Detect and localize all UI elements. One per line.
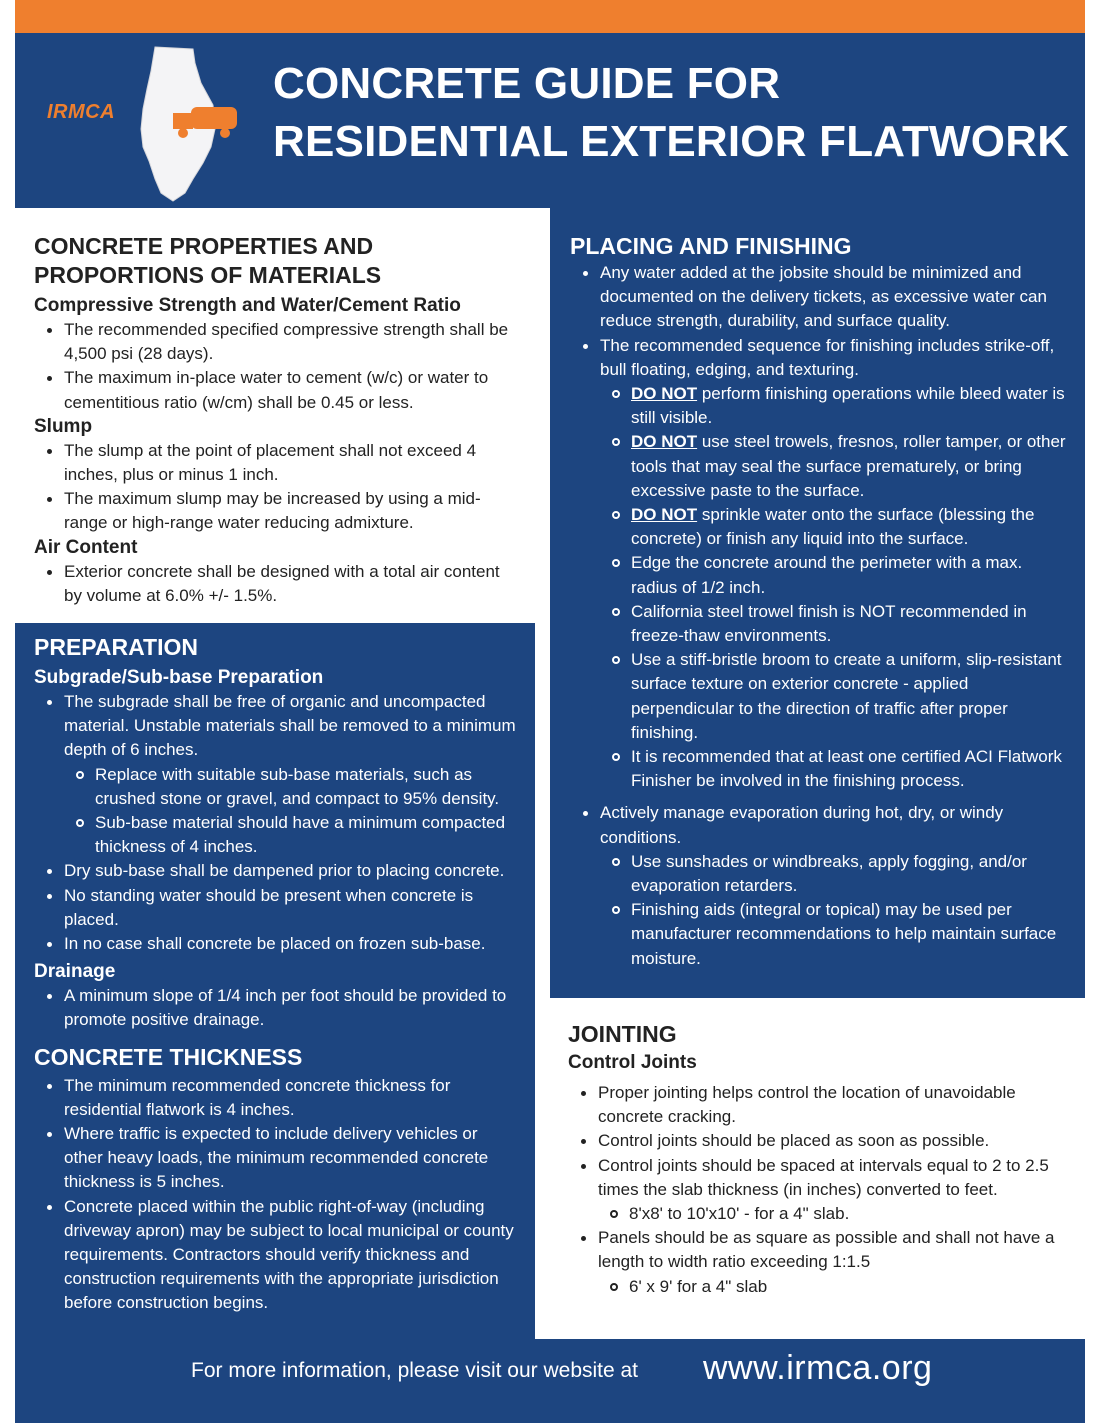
list-item: The minimum recommended concrete thickness for residential flatwork is 4 inches. — [34, 1074, 521, 1122]
do-not-label: DO NOT — [631, 505, 698, 525]
list-item: The maximum slump may be increased by using a mid-range or high-range water reducing admixture. — [34, 487, 521, 535]
list-item: The slump at the point of placement shall not exceed 4 inches, plus or minus 1 inch. — [34, 439, 521, 487]
placing-list — [570, 261, 1069, 971]
list-item: No standing water should be present when concrete is placed. — [34, 884, 521, 932]
slump-list — [34, 439, 521, 536]
footer-text: For more information, please visit our website at — [191, 1359, 639, 1382]
preparation-heading: PREPARATION — [34, 634, 198, 660]
do-not-label: DO NOT — [631, 432, 698, 452]
list-item: Proper jointing helps control the location of unavoidable concrete cracking. — [568, 1081, 1069, 1129]
sub-list-item: California steel trowel finish is NOT recommended in freeze-thaw environments. — [570, 600, 1069, 648]
do-not-label: DO NOT — [631, 384, 698, 404]
list-item: The recommended specified compressive strength shall be 4,500 psi (28 days). — [34, 318, 521, 366]
list-item: Where traffic is expected to include delivery vehicles or other heavy loads, the minimum recommended concrete thickness is 5 inches. — [34, 1122, 521, 1195]
placing-finishing-section — [550, 208, 1085, 998]
sub-list-item: 6' x 9' for a 4" slab — [568, 1275, 1069, 1299]
sub-list-item: Finishing aids (integral or topical) may be used per manufacturer recommendations to help maintain surface moisture. — [570, 898, 1069, 971]
jointing-section — [550, 998, 1085, 1339]
jointing-heading: JOINTING — [568, 1021, 677, 1047]
sub-list-item: DO NOT sprinkle water onto the surface (blessing the concrete) or finish any liquid into the surface. — [570, 503, 1069, 551]
strength-heading: Compressive Strength and Water/Cement Ratio — [34, 295, 461, 316]
air-heading: Air Content — [34, 536, 138, 558]
website-link[interactable]: www.irmca.org — [703, 1349, 933, 1387]
list-item: Any water added at the jobsite should be minimized and documented on the delivery tickets, as excessive water can reduce strength, durability, and surface quality. — [570, 261, 1069, 334]
sub-list-item: Use sunshades or windbreaks, apply fogging, and/or evaporation retarders. — [570, 850, 1069, 898]
sub-list-item: DO NOT perform finishing operations while bleed water is still visible. — [570, 382, 1069, 430]
list-item: The maximum in-place water to cement (w/c) or water to cementitious ratio (w/cm) shall be 0.45 or less. — [34, 366, 521, 414]
slump-heading: Slump — [34, 415, 93, 437]
sub-list-item: Replace with suitable sub-base materials, such as crushed stone or gravel, and compact to 95% density. — [34, 763, 521, 811]
thickness-heading: CONCRETE THICKNESS — [34, 1043, 303, 1070]
list-item: Dry sub-base shall be dampened prior to placing concrete. — [34, 859, 521, 883]
sub-list-item: It is recommended that at least one certified ACI Flatwork Finisher be involved in the finishing process. — [570, 745, 1069, 793]
list-item: A minimum slope of 1/4 inch per foot should be provided to promote positive drainage. — [34, 984, 521, 1032]
properties-heading: CONCRETE PROPERTIES AND PROPORTIONS OF MATERIALS — [34, 233, 382, 288]
list-item: The subgrade shall be free of organic and uncompacted material. Unstable materials shall be removed to a minimum depth of 6 inches. — [34, 690, 521, 763]
properties-section — [15, 208, 535, 623]
preparation-section — [15, 623, 535, 1339]
list-item: The recommended sequence for finishing includes strike-off, bull floating, edging, and texturing. — [570, 334, 1069, 382]
subgrade-list — [34, 690, 521, 956]
list-item: Exterior concrete shall be designed with a total air content by volume at 6.0% +/- 1.5%. — [34, 560, 521, 608]
placing-heading: PLACING AND FINISHING — [570, 233, 852, 259]
strength-list — [34, 318, 521, 415]
list-item: Control joints should be placed as soon as possible. — [568, 1129, 1069, 1153]
list-item: Actively manage evaporation during hot, dry, or windy conditions. — [570, 801, 1069, 849]
list-item: In no case shall concrete be placed on frozen sub-base. — [34, 932, 521, 956]
sub-list-item: Use a stiff-bristle broom to create a uniform, slip-resistant surface texture on exterior concrete - applied perpendicular to the direction of traffic after proper finishing. — [570, 648, 1069, 745]
air-list — [34, 560, 521, 608]
logo-wordmark: IRMCA — [47, 101, 116, 123]
sub-list-item: Sub-base material should have a minimum compacted thickness of 4 inches. — [34, 811, 521, 859]
header-banner — [15, 33, 1085, 208]
sub-list-item: 8'x8' to 10'x10' - for a 4" slab. — [568, 1202, 1069, 1226]
subgrade-heading: Subgrade/Sub-base Preparation — [34, 667, 324, 688]
list-item: Concrete placed within the public right-of-way (including driveway apron) may be subject to local municipal or county requirements. Contractors should verify thickness and construction requirements with the appropriate jurisdiction before construction begins. — [34, 1195, 521, 1316]
drainage-list — [34, 984, 521, 1032]
page-title: CONCRETE GUIDE FOR RESIDENTIAL EXTERIOR FLATWORK — [273, 59, 1070, 166]
thickness-list — [34, 1074, 521, 1316]
sub-list-item: Edge the concrete around the perimeter with a max. radius of 1/2 inch. — [570, 551, 1069, 599]
footer — [15, 1339, 1085, 1423]
list-item: Panels should be as square as possible and shall not have a length to width ratio exceeding 1:1.5 — [568, 1226, 1069, 1274]
jointing-list — [568, 1081, 1069, 1299]
drainage-heading: Drainage — [34, 961, 116, 983]
control-joints-heading: Control Joints — [568, 1052, 697, 1073]
sub-list-item: DO NOT use steel trowels, fresnos, roller tamper, or other tools that may seal the surface prematurely, or bring excessive paste to the surface. — [570, 430, 1069, 503]
top-accent-bar — [15, 0, 1085, 33]
list-item: Control joints should be spaced at intervals equal to 2 to 2.5 times the slab thickness (in inches) converted to feet. — [568, 1154, 1069, 1202]
